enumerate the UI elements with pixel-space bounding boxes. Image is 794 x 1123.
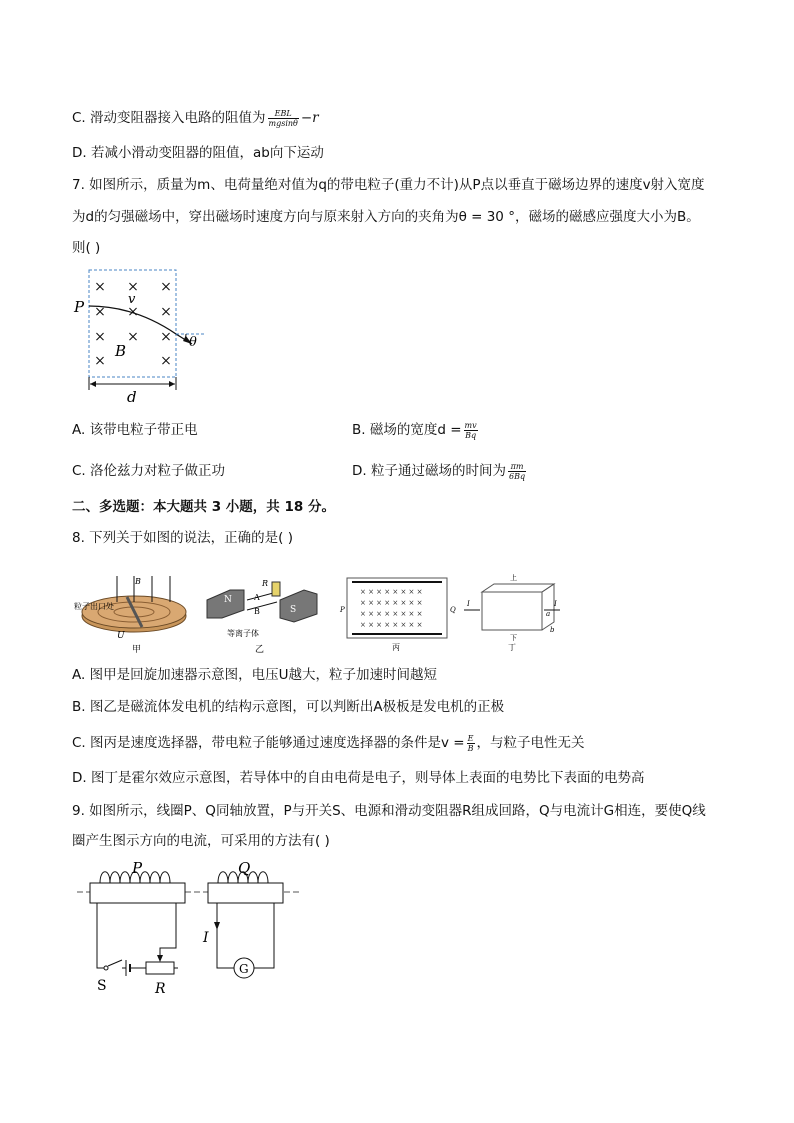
svg-text:上: 上 <box>510 574 517 582</box>
q9-label-i: I <box>203 930 209 946</box>
q7-option-c: C. 洛伦兹力对粒子做正功 <box>72 463 226 479</box>
q7-magnetic-field-figure <box>70 262 220 407</box>
svg-text:等离子体: 等离子体 <box>227 629 259 638</box>
svg-text:× × × × × × × ×: × × × × × × × × <box>360 610 423 618</box>
svg-text:×: × <box>94 304 106 320</box>
q8-option-d: D. 图丁是霍尔效应示意图，若导体中的自由电荷是电子，则导体上表面的电势比下表面的电势高 <box>72 770 645 786</box>
q8-fig-bing-velocity-selector <box>339 578 456 652</box>
svg-text:×: × <box>94 279 106 295</box>
svg-text:×: × <box>160 304 172 320</box>
q8-option-c: C. 图丙是速度选择器，带电粒子能够通过速度选择器的条件是v = $\frac{E}{B}$ ，与粒子电性无关 <box>72 733 585 753</box>
section-heading-multiple-choice: 二、多选题：本大题共 3 小题，共 18 分。 <box>72 499 335 515</box>
svg-text:b: b <box>550 626 555 634</box>
q7-option-d: D. 粒子通过磁场的时间为 $\frac{\pi m}{6Bq}$ <box>352 461 526 481</box>
svg-text:×: × <box>160 353 172 369</box>
svg-text:I: I <box>554 600 557 608</box>
svg-text:B: B <box>135 577 141 586</box>
q7-option-b: B. 磁场的宽度d = $\frac{mv}{Bq}$ <box>352 420 477 440</box>
q9-coil-circuit-figure <box>72 858 302 998</box>
q7-option-a: A. 该带电粒子带正电 <box>72 422 198 438</box>
svg-text:R: R <box>262 579 269 588</box>
svg-text:I: I <box>467 600 470 608</box>
svg-text:丙: 丙 <box>392 643 400 652</box>
svg-text:乙: 乙 <box>255 645 265 654</box>
q8-fig-jia-cyclotron <box>74 576 186 654</box>
svg-text:×: × <box>127 304 139 320</box>
q7-label-v: v <box>128 292 136 307</box>
q6-option-c: C. 滑动变阻器接入电路的阻值为 $\frac{\text{EBL}}{mgsin\theta}$ −r <box>72 108 319 128</box>
q7-label-theta: θ <box>189 335 197 350</box>
svg-text:甲: 甲 <box>132 645 142 654</box>
svg-text:S: S <box>290 605 297 615</box>
svg-text:U: U <box>117 631 125 641</box>
svg-text:× × × × × × × ×: × × × × × × × × <box>360 621 423 629</box>
svg-text:×: × <box>160 329 172 345</box>
svg-text:Q: Q <box>450 606 456 614</box>
q6-c-fraction: $\frac{\text{EBL}}{mgsin\theta}$ <box>268 108 298 128</box>
q8-four-diagrams <box>72 572 562 654</box>
svg-text:下: 下 <box>510 634 517 642</box>
q7-label-p: P <box>74 298 85 316</box>
svg-text:×: × <box>94 329 106 345</box>
q8-fig-ding-hall-effect <box>464 573 560 652</box>
svg-text:丁: 丁 <box>508 643 516 652</box>
q7-stem-line3: 则( ) <box>72 240 101 256</box>
q7-stem-line1: 7. 如图所示，质量为m、电荷量绝对值为q的带电粒子(重力不计)从P点以垂直于磁场边界的速度v射入宽度 <box>72 177 705 193</box>
svg-text:× × × × × × × ×: × × × × × × × × <box>360 599 423 607</box>
svg-text:×: × <box>94 353 106 369</box>
svg-text:B: B <box>254 607 260 616</box>
q8-stem: 8. 下列关于如图的说法，正确的是( ) <box>72 530 293 546</box>
svg-text:A: A <box>254 593 260 602</box>
svg-text:×: × <box>127 329 139 345</box>
q9-label-r: R <box>155 981 166 997</box>
svg-text:×: × <box>160 279 172 295</box>
q7-label-d: d <box>127 388 137 406</box>
q9-stem-line1: 9. 如图所示，线圈P、Q同轴放置，P与开关S、电源和滑动变阻器R组成回路，Q与电流计G相连，要使Q线 <box>72 803 706 819</box>
svg-text:× × × × × × × ×: × × × × × × × × <box>360 588 423 596</box>
q9-label-s: S <box>97 978 107 994</box>
q9-label-p: P <box>132 859 143 877</box>
q9-stem-line2: 圈产生图示方向的电流，可采用的方法有( ) <box>72 833 330 849</box>
q9-galvanometer-g: G <box>239 962 249 976</box>
svg-text:×: × <box>127 279 139 295</box>
svg-text:a: a <box>546 610 551 618</box>
q9-label-q: Q <box>238 859 251 877</box>
svg-text:粒子出口处: 粒子出口处 <box>74 602 114 611</box>
q7-label-b: B <box>115 342 127 360</box>
q6-option-d: D. 若减小滑动变阻器的阻值，ab向下运动 <box>72 145 324 161</box>
q7-stem-line2: 为d的匀强磁场中，穿出磁场时速度方向与原来射入方向的夹角为θ = 30 °，磁场的磁感应强度大小为B。 <box>72 209 700 225</box>
q8-option-b: B. 图乙是磁流体发电机的结构示意图，可以判断出A极板是发电机的正极 <box>72 699 505 715</box>
q8-option-a: A. 图甲是回旋加速器示意图，电压U越大，粒子加速时间越短 <box>72 667 437 683</box>
svg-text:N: N <box>224 595 232 605</box>
svg-text:P: P <box>340 606 345 614</box>
q8-fig-yi-mhd-generator <box>207 579 317 654</box>
